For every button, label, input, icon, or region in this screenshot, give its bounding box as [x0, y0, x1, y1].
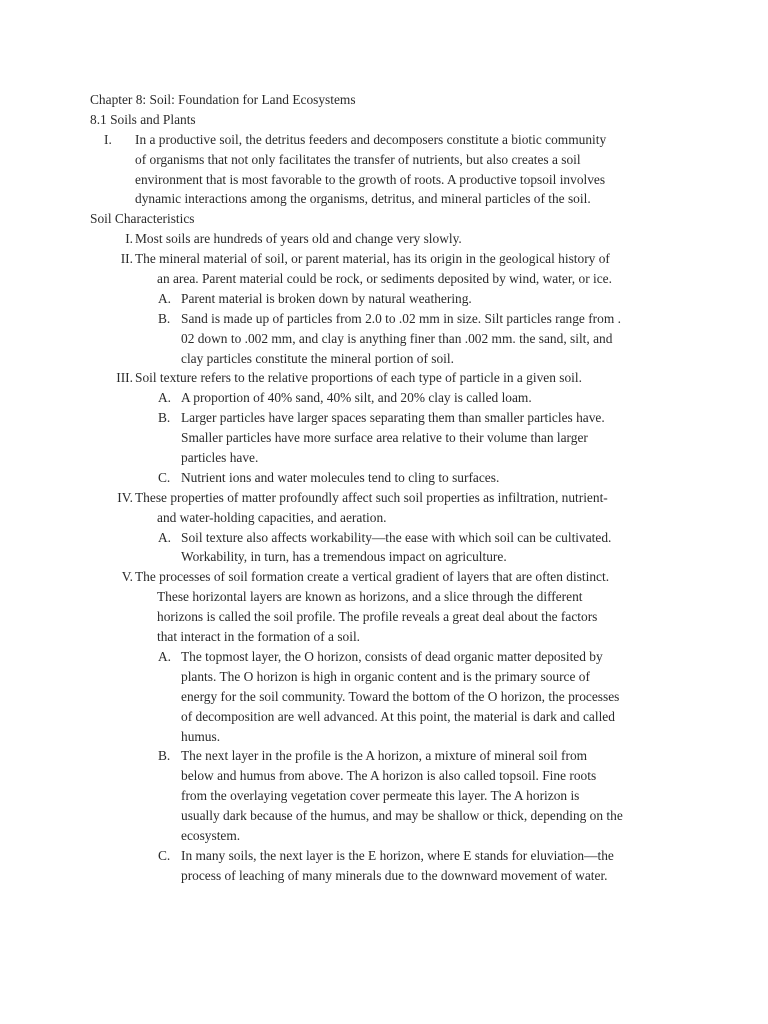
outline-text: horizons is called the soil profile. The profile reveals a great deal about the factors: [157, 609, 598, 625]
outline-marker: III.: [116, 370, 133, 386]
outline-subitem-line: [0, 746, 768, 766]
outline-subitem-line: [0, 448, 768, 468]
section-title: [0, 110, 768, 130]
outline-subitem-line: [0, 806, 768, 826]
outline-subitem-line: [0, 408, 768, 428]
outline-text: energy for the soil community. Toward the bottom of the O horizon, the processes: [181, 688, 620, 704]
document-page: [0, 90, 768, 886]
outline-text: In a productive soil, the detritus feeders and decomposers constitute a biotic community: [135, 131, 607, 147]
outline-item-line: [0, 269, 768, 289]
outline-subitem-line: [0, 428, 768, 448]
outline-text: of decomposition are well advanced. At this point, the material is dark and called: [181, 708, 615, 724]
intro-outline: [0, 130, 768, 210]
outline-subitem-line: [0, 349, 768, 369]
outline-marker: B.: [158, 310, 171, 326]
outline-subitem-line: [0, 329, 768, 349]
outline-marker: II.: [120, 251, 133, 267]
outline-subitem-line: [0, 707, 768, 727]
outline-item-line: [0, 488, 768, 508]
outline-text: from the overlaying vegetation cover permeate this layer. The A horizon is: [181, 788, 580, 804]
outline-subitem-line: [0, 727, 768, 747]
outline-text: of organisms that not only facilitates the transfer of nutrients, but also creates a soil: [135, 151, 581, 167]
soil-characteristics-heading: [0, 209, 768, 229]
outline-marker: A.: [158, 290, 172, 306]
outline-subitem-line: [0, 667, 768, 687]
outline-item-line: [0, 249, 768, 269]
outline-text: Most soils are hundreds of years old and change very slowly.: [135, 231, 462, 247]
outline-marker: B.: [158, 410, 171, 426]
soil-characteristics-outline: [0, 229, 768, 885]
soil-heading-text: Soil Characteristics: [90, 211, 195, 227]
outline-subitem-line: [0, 647, 768, 667]
outline-subitem-line: [0, 468, 768, 488]
outline-marker: I.: [104, 131, 112, 147]
outline-subitem-line: [0, 687, 768, 707]
outline-text: Soil texture also affects workability—the ease with which soil can be cultivated.: [181, 529, 612, 545]
intro-line: [0, 150, 768, 170]
outline-marker: A.: [158, 648, 172, 664]
outline-marker: A.: [158, 390, 172, 406]
outline-text: usually dark because of the humus, and may be shallow or thick, depending on the: [181, 808, 623, 824]
section-title-text: 8.1 Soils and Plants: [90, 111, 196, 127]
outline-marker: A.: [158, 529, 172, 545]
outline-subitem-line: [0, 289, 768, 309]
outline-marker: C.: [158, 847, 171, 863]
outline-text: In many soils, the next layer is the E horizon, where E stands for eluviation—the: [181, 847, 614, 863]
outline-subitem-line: [0, 866, 768, 886]
outline-marker: V.: [121, 569, 133, 585]
outline-marker: C.: [158, 469, 171, 485]
outline-text: The mineral material of soil, or parent material, has its origin in the geological history of: [135, 251, 610, 267]
outline-item-line: [0, 607, 768, 627]
outline-marker: B.: [158, 748, 171, 764]
chapter-title-text: Chapter 8: Soil: Foundation for Land Ecosystems: [90, 92, 356, 107]
outline-subitem-line: [0, 766, 768, 786]
outline-text: ecosystem.: [181, 827, 241, 843]
outline-text: Parent material is broken down by natural weathering.: [181, 290, 472, 306]
outline-item-line: [0, 627, 768, 647]
outline-item-line: [0, 567, 768, 587]
outline-text: process of leaching of many minerals due to the downward movement of water.: [181, 867, 608, 883]
outline-text: an area. Parent material could be rock, or sediments deposited by wind, water, or ice.: [157, 271, 612, 287]
intro-line: [0, 170, 768, 190]
outline-text: 02 down to .002 mm, and clay is anything finer than .002 mm. the sand, silt, and: [181, 330, 613, 346]
outline-marker: I.: [125, 231, 133, 247]
outline-text: These horizontal layers are known as horizons, and a slice through the different: [157, 589, 583, 605]
outline-subitem-line: [0, 826, 768, 846]
outline-text: clay particles constitute the mineral portion of soil.: [181, 350, 454, 366]
outline-text: and water-holding capacities, and aeration.: [157, 509, 387, 525]
outline-text: A proportion of 40% sand, 40% silt, and 20% clay is called loam.: [181, 390, 532, 406]
outline-text: Soil texture refers to the relative proportions of each type of particle in a given soil.: [135, 370, 582, 386]
outline-text: The topmost layer, the O horizon, consists of dead organic matter deposited by: [181, 648, 603, 664]
outline-text: Nutrient ions and water molecules tend to cling to surfaces.: [181, 469, 500, 485]
outline-text: dynamic interactions among the organisms, detritus, and mineral particles of the soil.: [135, 191, 591, 207]
outline-subitem-line: [0, 388, 768, 408]
intro-line: [0, 130, 768, 150]
outline-text: that interact in the formation of a soil.: [157, 629, 361, 645]
outline-text: environment that is most favorable to the growth of roots. A productive topsoil involves: [135, 171, 606, 187]
outline-text: The next layer in the profile is the A horizon, a mixture of mineral soil from: [181, 748, 588, 764]
outline-text: Workability, in turn, has a tremendous impact on agriculture.: [181, 549, 507, 565]
outline-marker: IV.: [117, 489, 133, 505]
outline-subitem-line: [0, 547, 768, 567]
outline-item-line: [0, 587, 768, 607]
outline-item-line: [0, 368, 768, 388]
outline-item-line: [0, 229, 768, 249]
outline-text: The processes of soil formation create a vertical gradient of layers that are often distinct.: [135, 569, 610, 585]
outline-text: particles have.: [181, 450, 259, 466]
outline-text: Larger particles have larger spaces separating them than smaller particles have.: [181, 410, 605, 426]
outline-text: humus.: [181, 728, 221, 744]
outline-text: plants. The O horizon is high in organic content and is the primary source of: [181, 668, 590, 684]
intro-line: [0, 189, 768, 209]
outline-text: Sand is made up of particles from 2.0 to .02 mm in size. Silt particles range from .: [181, 310, 621, 326]
outline-text: below and humus from above. The A horizon is also called topsoil. Fine roots: [181, 768, 597, 784]
chapter-title: [0, 90, 768, 110]
outline-item-line: [0, 508, 768, 528]
outline-subitem-line: [0, 846, 768, 866]
outline-subitem-line: [0, 309, 768, 329]
outline-subitem-line: [0, 786, 768, 806]
outline-text: These properties of matter profoundly affect such soil properties as infiltration, nutrient-: [135, 489, 608, 505]
outline-text: Smaller particles have more surface area relative to their volume than larger: [181, 430, 588, 446]
outline-subitem-line: [0, 528, 768, 548]
